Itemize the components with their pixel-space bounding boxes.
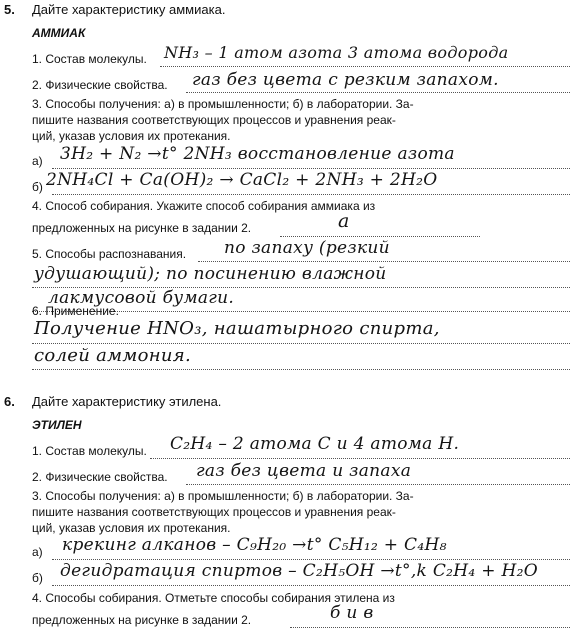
task6-heading: ЭТИЛЕН [32,418,82,432]
task5-q1-answer-line [160,66,570,67]
task6-q3-b-line [52,585,570,586]
task5-q5-answer-line2: удушающий); по посинению влажной [34,264,387,284]
task5-title: Дайте характеристику аммиака. [32,2,226,17]
task6-q1-label: 1. Состав молекулы. [32,444,147,458]
task6-number: 6. [4,394,15,409]
task5-number: 5. [4,2,15,17]
task5-q3-a-marker: а) [32,154,43,168]
task6-q1-answer: C₂H₄ – 2 атома C и 4 атома H. [170,434,460,454]
task6-q3-line2: пишите названия соответствующих процессов и уравнения реак- [32,505,396,519]
task5-q4-line1: 4. Способ собирания. Укажите способ собирания аммиака из [32,199,376,213]
task5-q6-line2 [32,369,570,370]
task5-q3-a-answer: 3H₂ + N₂ →t° 2NH₃ восстановление азота [60,144,455,164]
task5-q3-a-line [52,168,570,169]
task5-q3-line3: ций, указав условия их протекания. [32,129,231,143]
task6-q1-answer-line [150,458,570,459]
task6-q3-b-answer: дегидратация спиртов – C₂H₅OH →t°,k C₂H₄ + H₂O [60,561,538,581]
task5-q5-answer-line3: лакмусовой бумаги. [48,288,235,308]
task5-q1-answer: NH₃ – 1 атом азота 3 атома водорода [164,43,509,62]
task6-q4-line2: предложенных на рисунке в задании 2. [32,613,252,627]
task5-q4-answer: а [338,210,350,232]
task5-q5-answer-line1: по запаху (резкий [224,238,390,258]
task5-q3-b-line [52,194,570,195]
task5-q5-label: 5. Способы распознавания. [32,247,187,261]
task5-q6-label: 6. Применение. [32,304,119,318]
task6-q2-answer-line [186,484,570,485]
task5-q3-b-answer: 2NH₄Cl + Ca(OH)₂ → CaCl₂ + 2NH₃ + 2H₂O [46,170,438,190]
task5-q4-line2: предложенных на рисунке в задании 2. [32,221,252,235]
task6-q2-answer: газ без цвета и запаха [196,461,412,481]
task6-q4-line1: 4. Способы собирания. Отметьте способы собирания этилена из [32,591,395,605]
task5-q6-line1 [32,343,570,344]
task6-q3-line1: 3. Способы получения: а) в промышленности; б) в лаборатории. За- [32,489,414,503]
task6-q3-a-marker: а) [32,545,43,559]
task6-q3-b-marker: б) [32,571,43,585]
task6-title: Дайте характеристику этилена. [32,394,222,409]
task5-q6-answer-line1: Получение HNO₃, нашатырного спирта, [34,318,440,339]
task5-heading: АММИАК [32,26,86,40]
task5-q4-answer-line [280,236,480,237]
task5-q2-answer-line [186,92,570,93]
task5-q6-answer-line2: солей аммония. [34,345,192,366]
task5-q2-label: 2. Физические свойства. [32,78,168,92]
task5-q3-b-marker: б) [32,180,43,194]
task6-q3-line3: ций, указав условия их протекания. [32,521,231,535]
task6-q3-a-answer: крекинг алканов – C₉H₂₀ →t° C₅H₁₂ + C₄H₈ [62,535,447,555]
task5-q5-line1 [198,261,570,262]
task5-q2-answer: газ без цвета с резким запахом. [192,70,499,90]
task6-q2-label: 2. Физические свойства. [32,470,168,484]
task6-q4-answer: б и в [330,603,374,623]
task6-q4-answer-line [290,627,570,628]
task6-q3-a-line [52,559,570,560]
task5-q3-line2: пишите названия соответствующих процессов и уравнения реак- [32,113,396,127]
task5-q1-label: 1. Состав молекулы. [32,52,147,66]
task5-q3-line1: 3. Способы получения: а) в промышленности; б) в лаборатории. За- [32,97,414,111]
